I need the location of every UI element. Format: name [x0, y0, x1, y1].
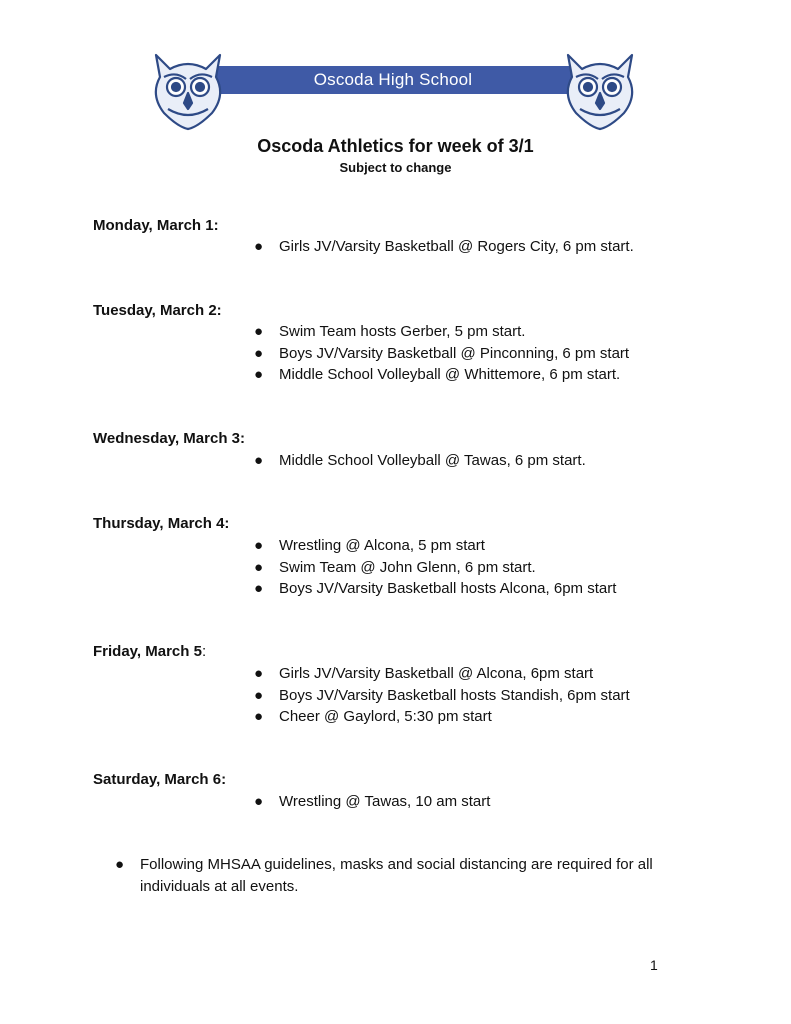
day-heading-wednesday: Wednesday, March 3:: [93, 430, 245, 447]
event-text: Middle School Volleyball @ Tawas, 6 pm start.: [279, 452, 586, 469]
event-text: Middle School Volleyball @ Whittemore, 6 pm start.: [279, 366, 621, 383]
bullet-icon: ●: [254, 537, 264, 554]
bullet-icon: ●: [254, 558, 264, 576]
event-text: Wrestling @ Alcona, 5 pm start: [279, 537, 485, 554]
list-item: [254, 663, 630, 685]
list-item: [254, 685, 630, 707]
list-item: [254, 236, 634, 258]
day-heading-friday: [93, 643, 206, 660]
bullet-icon: ●: [254, 323, 264, 340]
event-list-wednesday: [254, 450, 586, 472]
bullet-icon: ●: [254, 665, 264, 682]
bullet-icon: ●: [254, 366, 264, 383]
page-title: Oscoda Athletics for week of 3/1: [257, 136, 534, 156]
day-heading-thursday: Thursday, March 4:: [93, 515, 230, 532]
event-list-friday: [254, 663, 630, 728]
bullet-icon: ●: [254, 238, 264, 255]
list-item: [254, 364, 629, 386]
bullet-icon: ●: [115, 856, 125, 873]
owl-mascot-icon: [558, 47, 642, 131]
event-list-monday: [254, 236, 634, 258]
day-heading-friday-colon: :: [201, 643, 207, 660]
event-text: Wrestling @ Tawas, 10 am start: [279, 793, 491, 810]
day-heading-tuesday: Tuesday, March 2:: [93, 302, 222, 319]
list-item: [254, 321, 629, 343]
bullet-icon: ●: [254, 708, 264, 725]
event-text: Swim Team @ John Glenn, 6 pm start.: [279, 558, 536, 576]
day-heading-saturday: Saturday, March 6:: [93, 771, 227, 788]
page-number: 1: [650, 957, 658, 973]
list-item: [254, 343, 629, 365]
list-item: [254, 706, 630, 728]
guidelines-note-text: Following MHSAA guidelines, masks and social distancing are required for all individuals at all events.: [140, 856, 653, 895]
guidelines-note: [115, 854, 695, 898]
event-text: Boys JV/Varsity Basketball hosts Standish, 6pm start: [279, 686, 630, 704]
list-item: [254, 450, 586, 472]
bullet-icon: ●: [254, 344, 264, 362]
list-item: [254, 557, 616, 579]
bullet-icon: ●: [254, 580, 264, 597]
event-list-tuesday: [254, 321, 629, 386]
bullet-icon: ●: [254, 452, 264, 469]
bullet-icon: ●: [254, 686, 264, 704]
event-text: Girls JV/Varsity Basketball @ Rogers City, 6 pm start.: [279, 238, 634, 255]
event-list-saturday: [254, 791, 490, 813]
event-text: Girls JV/Varsity Basketball @ Alcona, 6pm start: [279, 665, 594, 682]
day-heading-monday: Monday, March 1:: [93, 217, 219, 234]
event-text: Swim Team hosts Gerber, 5 pm start.: [279, 323, 526, 340]
list-item: [254, 791, 490, 813]
event-text: Cheer @ Gaylord, 5:30 pm start: [279, 708, 492, 725]
day-heading-friday-label: Friday, March 5: [93, 643, 202, 660]
owl-mascot-icon: [146, 47, 230, 131]
list-item: [254, 535, 616, 557]
page-subtitle: Subject to change: [339, 160, 452, 175]
school-name: Oscoda High School: [313, 70, 473, 89]
event-text: Boys JV/Varsity Basketball @ Pinconning, 6 pm start: [279, 344, 630, 362]
event-text: Boys JV/Varsity Basketball hosts Alcona, 6pm start: [279, 580, 617, 597]
event-list-thursday: [254, 535, 616, 600]
list-item: [254, 578, 616, 600]
bullet-icon: ●: [254, 793, 264, 810]
